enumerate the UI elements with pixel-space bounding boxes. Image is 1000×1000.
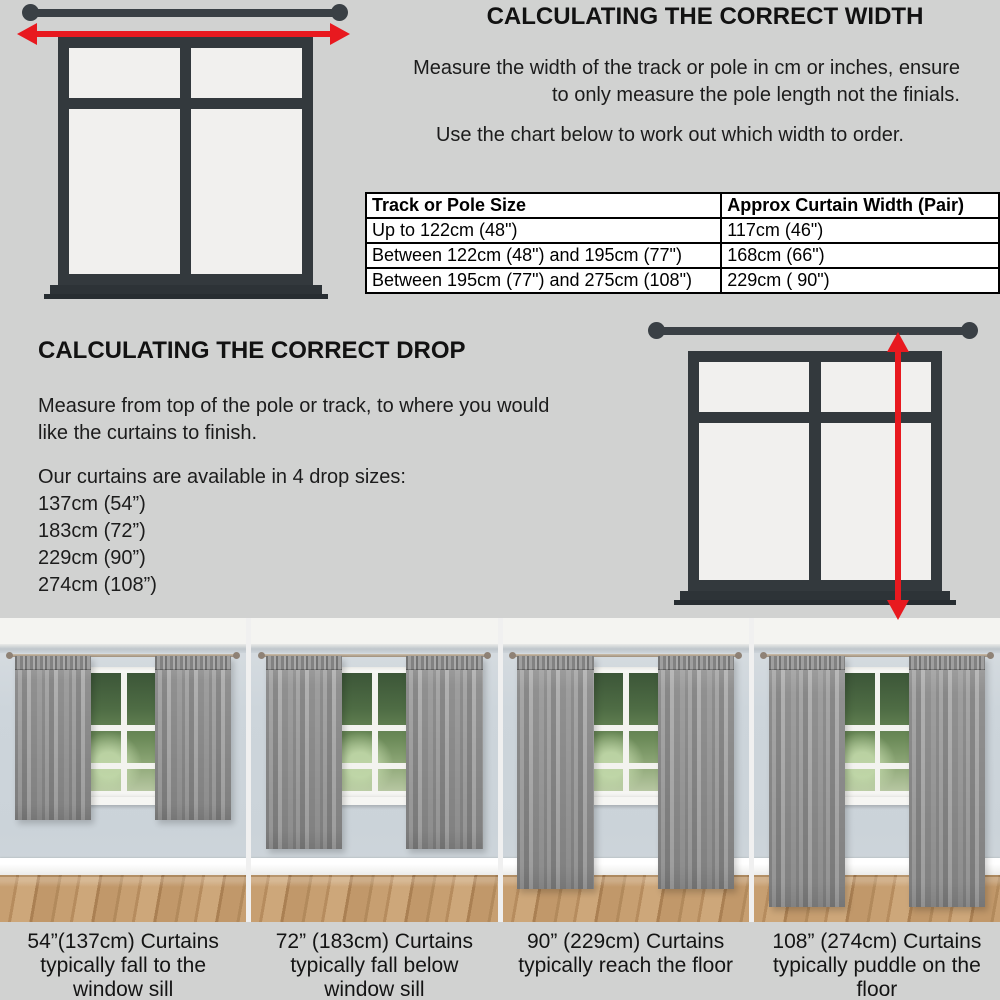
- window-sill: [680, 591, 950, 600]
- photo-captions: [0, 928, 1000, 1000]
- drop-instruction-line: like the curtains to finish.: [38, 422, 257, 444]
- window-mullion: [623, 673, 629, 791]
- curtain-drop-photos: [0, 618, 1000, 922]
- curtain-pole: [30, 9, 340, 17]
- photo-caption: 72” (183cm) Curtains typically fall below window sill: [275, 930, 473, 1000]
- photo-pole-finial: [233, 652, 240, 659]
- drop-section-title: CALCULATING THE CORRECT DROP: [38, 337, 466, 364]
- window-rail: [87, 763, 159, 769]
- width-instruction-line: Measure the width of the track or pole in cm or inches, ensure: [413, 57, 960, 79]
- table-row: [366, 268, 999, 293]
- photo-window-view: [589, 673, 661, 791]
- table-row: [366, 243, 999, 268]
- window-sill: [50, 285, 322, 294]
- window-rail: [589, 763, 661, 769]
- curtain-photo-54in: [0, 618, 246, 922]
- window-rail: [589, 725, 661, 731]
- window-pane: [699, 423, 809, 580]
- table-cell: 117cm (46"): [721, 218, 999, 243]
- window-pane: [69, 48, 180, 98]
- photo-curtain-left: [15, 656, 91, 820]
- drop-instruction: [38, 393, 648, 447]
- curtain-photo-72in: [251, 618, 497, 922]
- window-rail: [338, 763, 410, 769]
- photo-caption: 108” (274cm) Curtains typically puddle on the floor: [772, 930, 982, 1000]
- curtain-pole: [656, 327, 970, 335]
- curtain-photo-108in: [754, 618, 1000, 922]
- photo-curtain-right: [658, 656, 734, 889]
- drop-sizes-list: [38, 464, 648, 599]
- window-sill: [674, 600, 956, 605]
- drop-size-item: 274cm (108”): [38, 574, 157, 596]
- window-sill: [44, 294, 328, 299]
- window-pane: [191, 48, 302, 98]
- photo-upper-wall: [251, 618, 497, 644]
- photo-pole-finial: [6, 652, 13, 659]
- window-mullion: [121, 673, 127, 791]
- window-diagram: [688, 351, 942, 591]
- pole-finial-left: [648, 322, 665, 339]
- photo-curtain-left: [517, 656, 593, 889]
- window-pane: [699, 362, 809, 412]
- photo-curtain-right: [406, 656, 482, 849]
- arrow-up-head-icon: [887, 332, 909, 352]
- table-header-track-size: Track or Pole Size: [366, 193, 721, 218]
- photo-upper-wall: [0, 618, 246, 644]
- photo-window: [331, 667, 417, 798]
- width-instruction-line: to only measure the pole length not the finials.: [551, 84, 960, 106]
- table-cell: Between 122cm (48") and 195cm (77"): [366, 243, 721, 268]
- photo-pole-finial: [735, 652, 742, 659]
- photo-window: [80, 667, 166, 798]
- photo-curtain-right: [909, 656, 985, 907]
- table-header-row: [366, 193, 999, 218]
- photo-window-view: [841, 673, 913, 791]
- photo-upper-wall: [503, 618, 749, 644]
- photo-wood-floor: [0, 875, 246, 922]
- photo-wood-floor: [251, 875, 497, 922]
- arrow-down-head-icon: [887, 600, 909, 620]
- drop-size-item: 137cm (54”): [38, 493, 146, 515]
- photo-curtain-left: [266, 656, 342, 849]
- photo-window-view: [338, 673, 410, 791]
- photo-upper-wall: [754, 618, 1000, 644]
- arrow-right-head-icon: [330, 23, 350, 45]
- photo-cornice: [0, 644, 246, 653]
- window-mullion: [372, 673, 378, 791]
- photo-cornice: [503, 644, 749, 653]
- drop-sizes-intro: Our curtains are available in 4 drop sizes:: [38, 466, 406, 488]
- window-rail: [841, 725, 913, 731]
- table-header-curtain-width: Approx Curtain Width (Pair): [721, 193, 999, 218]
- photo-pole-finial: [484, 652, 491, 659]
- photo-caption: 54”(137cm) Curtains typically fall to the window sill: [27, 930, 219, 1000]
- photo-window: [834, 667, 920, 798]
- photo-cornice: [754, 644, 1000, 653]
- table-row: [366, 218, 999, 243]
- window-rail: [87, 725, 159, 731]
- photo-curtain-left: [769, 656, 845, 907]
- photo-window: [583, 667, 669, 798]
- photo-cornice: [251, 644, 497, 653]
- pole-finial-left: [22, 4, 39, 21]
- size-chart-table: [365, 192, 1000, 294]
- photo-pole-finial: [987, 652, 994, 659]
- drop-instruction-line: Measure from top of the pole or track, to where you would: [38, 395, 550, 417]
- photo-pole-finial: [760, 652, 767, 659]
- drop-size-item: 183cm (72”): [38, 520, 146, 542]
- curtain-photo-90in: [503, 618, 749, 922]
- photo-curtain-right: [155, 656, 231, 820]
- window-pane: [821, 423, 931, 580]
- table-cell: Up to 122cm (48"): [366, 218, 721, 243]
- window-mullion: [875, 673, 881, 791]
- window-pane: [191, 109, 302, 274]
- photo-skirting-board: [251, 858, 497, 875]
- table-cell: 168cm (66"): [721, 243, 999, 268]
- window-rail: [338, 725, 410, 731]
- width-instruction: [360, 55, 960, 109]
- photo-caption: 90” (229cm) Curtains typically reach the floor: [518, 930, 734, 977]
- window-rail: [841, 763, 913, 769]
- photo-pole-finial: [258, 652, 265, 659]
- photo-pole-finial: [509, 652, 516, 659]
- table-cell: Between 195cm (77") and 275cm (108"): [366, 268, 721, 293]
- pole-finial-right: [961, 322, 978, 339]
- window-diagram: [58, 37, 313, 285]
- table-cell: 229cm ( 90"): [721, 268, 999, 293]
- pole-finial-right: [331, 4, 348, 21]
- photo-skirting-board: [0, 858, 246, 875]
- window-pane: [69, 109, 180, 274]
- width-section-title: CALCULATING THE CORRECT WIDTH: [486, 3, 924, 30]
- arrow-left-head-icon: [17, 23, 37, 45]
- drop-measure-arrow: [895, 350, 901, 602]
- window-pane: [821, 362, 931, 412]
- photo-window-view: [87, 673, 159, 791]
- drop-size-item: 229cm (90”): [38, 547, 146, 569]
- width-chart-note: Use the chart below to work out which width to order.: [435, 124, 904, 146]
